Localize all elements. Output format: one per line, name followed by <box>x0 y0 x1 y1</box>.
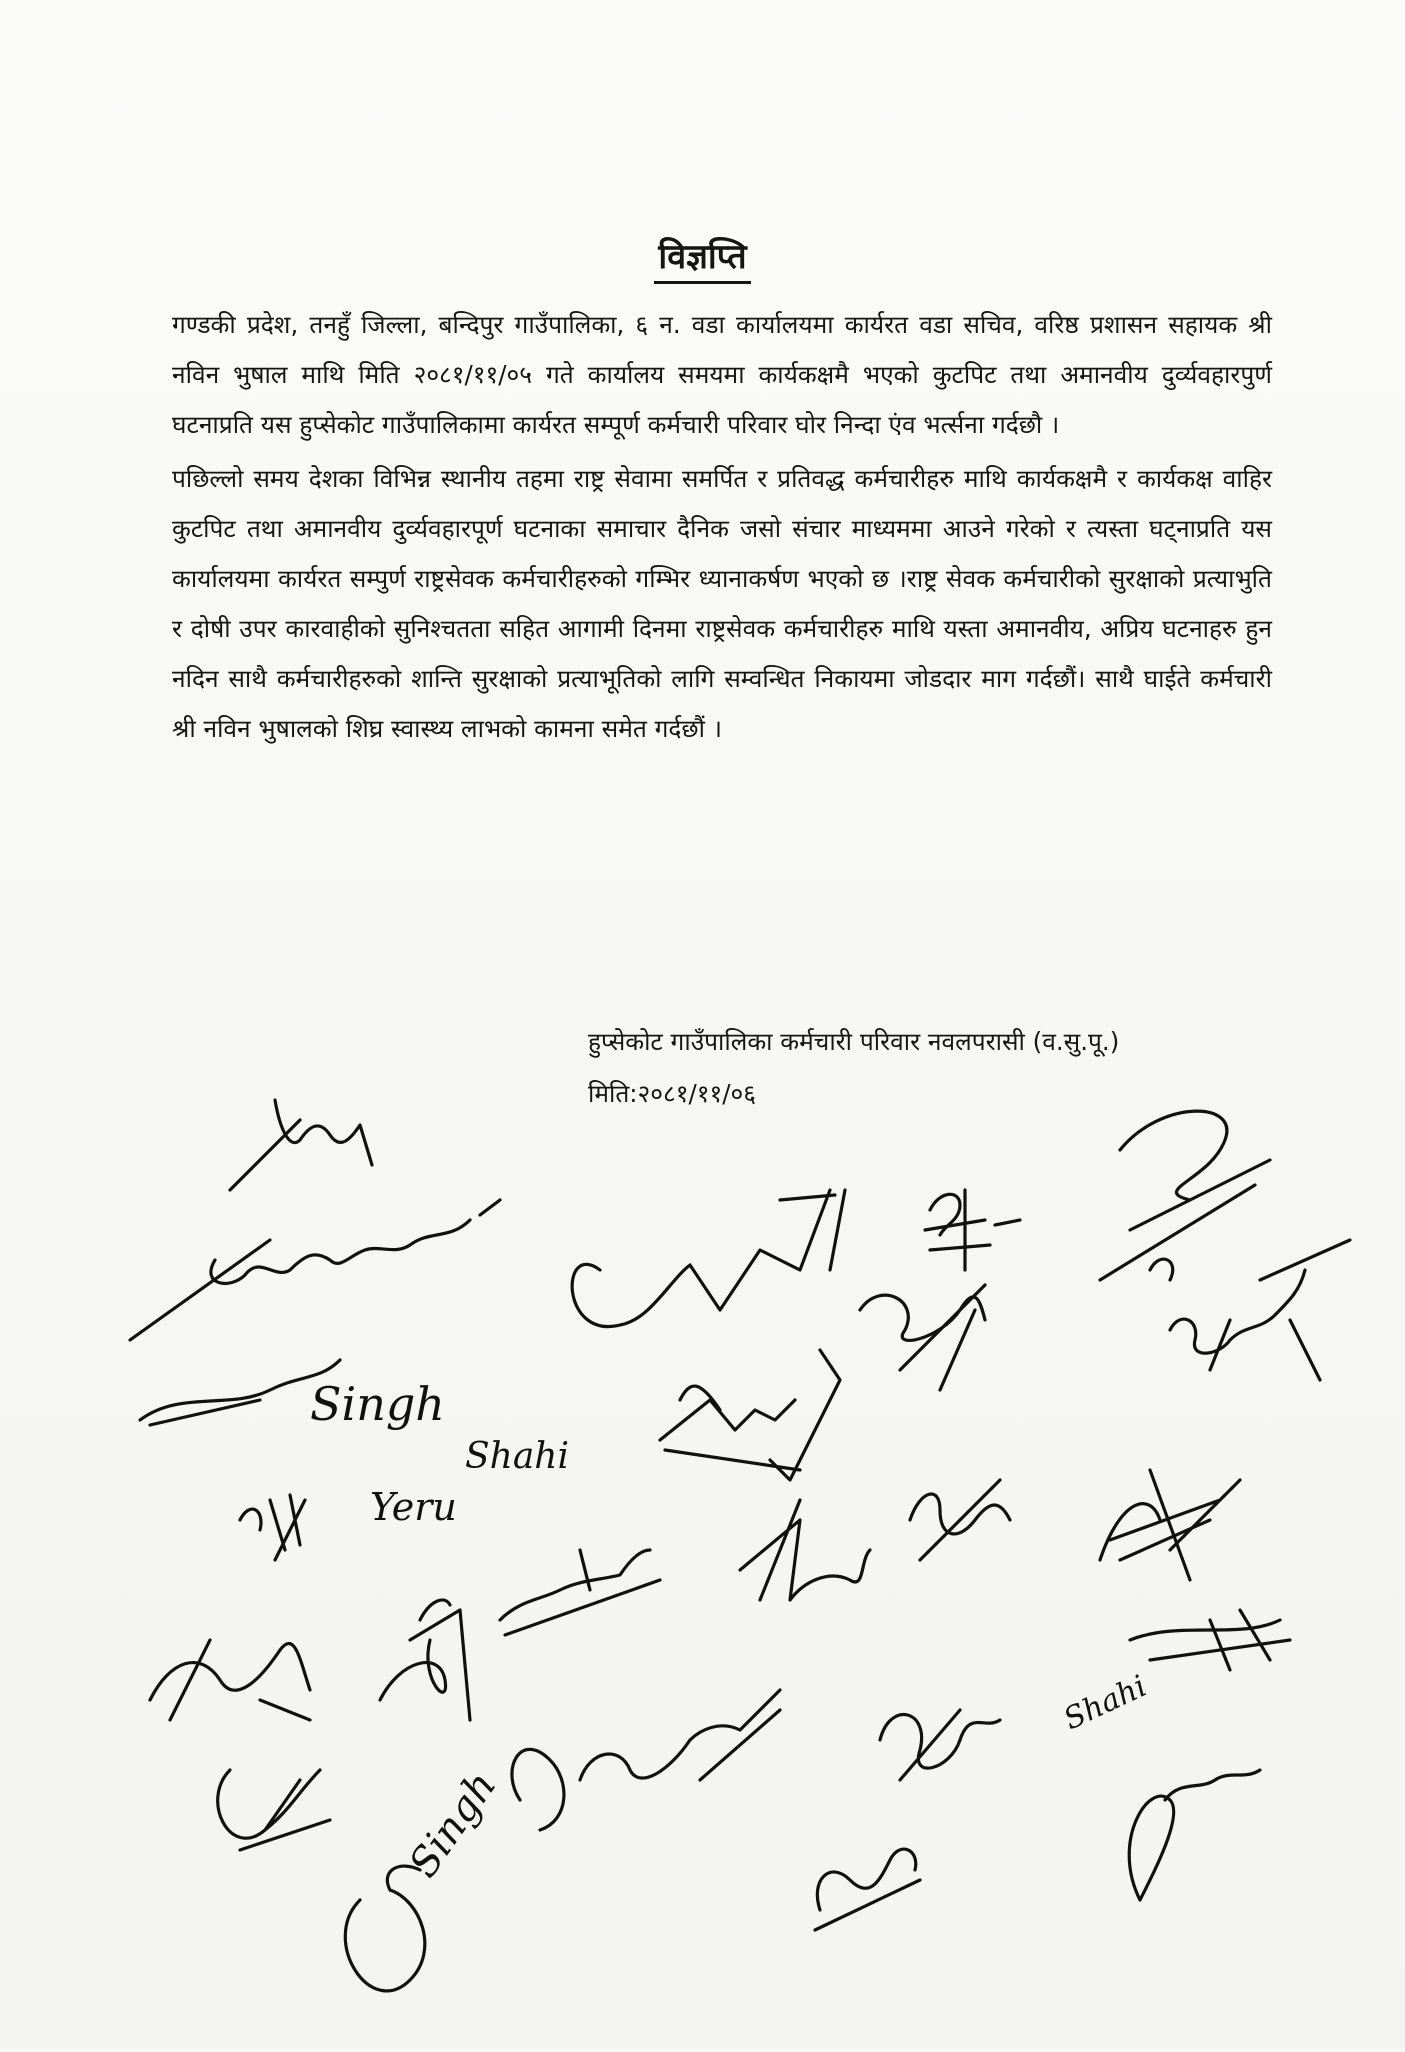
signature-12 <box>150 1640 310 1720</box>
signoff-organization: हुप्सेकोट गाउँपालिका कर्मचारी परिवार नवलपरासी (व.सु.पू.) <box>588 1027 1120 1056</box>
signature-7 <box>140 1360 445 1431</box>
signature-16 <box>910 1480 1010 1560</box>
signature-3 <box>572 1190 845 1327</box>
signature-22 <box>815 1849 920 1930</box>
signatures-drawing <box>0 1080 1405 2048</box>
signature-13 <box>380 1600 470 1720</box>
signature-4 <box>925 1190 1020 1270</box>
signature-8 <box>660 1350 840 1480</box>
signature-17 <box>1059 1610 1290 1737</box>
signature-6 <box>1170 1240 1350 1380</box>
signature-text-singh-1: Singh <box>310 1377 445 1431</box>
signature-9 <box>860 1285 985 1390</box>
signature-2 <box>130 1200 500 1340</box>
signature-5 <box>1100 1111 1270 1280</box>
signature-10 <box>1100 1470 1240 1580</box>
signature-text-singh-2: Singh <box>400 1763 506 1886</box>
notice-title-text: विज्ञप्ति <box>654 237 750 284</box>
signature-14 <box>500 1550 660 1635</box>
signature-11 <box>240 1436 569 1560</box>
signature-19 <box>512 1690 780 1830</box>
signoff-date: मिति:२०८१/११/०६ <box>588 1079 756 1108</box>
signature-20 <box>880 1710 1000 1780</box>
signature-15 <box>740 1500 870 1600</box>
signature-1 <box>230 1100 372 1190</box>
signature-18 <box>218 1770 330 1850</box>
signature-text-shahi-2: Shahi <box>1058 1668 1152 1738</box>
notice-body <box>172 300 1272 758</box>
signature-23 <box>1129 1770 1260 1900</box>
notice-title <box>0 232 1405 278</box>
signature-text-shahi-1: Shahi <box>465 1436 570 1477</box>
notice-paragraph-2: पछिल्लो समय देशका विभिन्न स्थानीय तहमा राष्ट्र सेवामा समर्पित र प्रतिवद्ध कर्मचारीहरु माथि कार्यकक्षमै र कार्यकक्ष वाहिर कुटपिट तथा अमानवीय दुर्व्यवहारपूर्ण घटनाका समाचार दैनिक जसो संचार माध्यममा आउने गरेको र त्यस्ता घट्नाप्रति यस कार्यालयमा कार्यरत सम्पुर्ण राष्ट्रसेवक कर्मचारीहरुको गम्भिर ध्यानाकर्षण भएको छ ।राष्ट्र सेवक कर्मचारीको सुरक्षाको प्रत्याभुति र दोषी उपर कारवाहीको सुनिश्चतता सहित आगामी दिनमा राष्ट्रसेवक कर्मचारीहरु माथि यस्ता अमानवीय, अप्रिय घटनाहरु हुन नदिन साथै कर्मचारीहरुको शान्ति सुरक्षाको प्रत्याभूतिको लागि सम्वन्धित निकायमा जोडदार माग गर्दछौं। साथै घाईते कर्मचारी श्री नविन भुषालको शिघ्र स्वास्थ्य लाभको कामना समेत गर्दछौं । <box>172 464 1272 743</box>
signature-21 <box>345 1763 505 1991</box>
signature-text-yeru: Yeru <box>370 1485 457 1529</box>
notice-paragraph-1: गण्डकी प्रदेश, तनहुँ जिल्ला, बन्दिपुर गाउँपालिका, ६ न. वडा कार्यालयमा कार्यरत वडा सचिव, वरिष्ठ प्रशासन सहायक श्री नविन भुषाल माथि मिति २०८१/११/०५ गते कार्यालय समयमा कार्यकक्षमै भएको कुटपिट तथा अमानवीय दुर्व्यवहारपुर्ण घटनाप्रति यस हुप्सेकोट गाउँपालिकामा कार्यरत सम्पूर्ण कर्मचारी परिवार घोर निन्दा एंव भर्त्सना गर्दछौ । <box>172 310 1272 439</box>
signatures-area <box>0 1080 1405 2048</box>
